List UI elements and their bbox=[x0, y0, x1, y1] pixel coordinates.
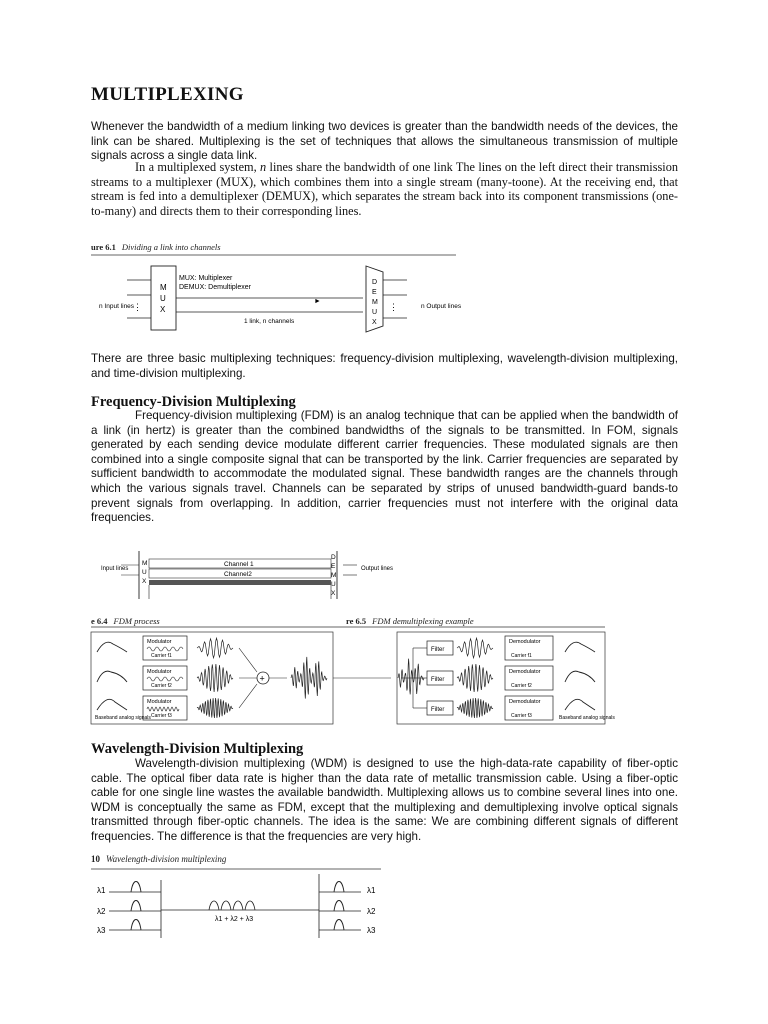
intro-p2-n: n bbox=[260, 160, 267, 174]
figure-3-left-title: FDM process bbox=[113, 616, 160, 626]
carrier-label-2: Carrier f2 bbox=[151, 683, 172, 689]
filter-label-2: Filter bbox=[431, 677, 445, 683]
box-letter: U bbox=[142, 569, 147, 576]
modulator-label-1: Modulator bbox=[147, 639, 172, 645]
demodulator-label-3: Demodulator bbox=[509, 699, 541, 705]
mux-letters bbox=[160, 283, 167, 314]
channel-2-label: Channel2 bbox=[224, 571, 252, 578]
filter-label-3: Filter bbox=[431, 707, 445, 713]
fdm-output-lines-label: Output lines bbox=[361, 566, 394, 572]
svg-text:⋮: ⋮ bbox=[133, 302, 142, 312]
fdm-paragraph: Frequency-division multiplexing (FDM) is an analog technique that can be applied when the bandwidth of a link (in hertz) is greater than the combined bandwidths of the signals to be transmitted. In FOM, signals generated by each sending device modulate different carrier frequencies. These modulated signals are then combined into a single composite signal that can be transported by the link. Carrier frequencies are separated by sufficient bandwidth to accommodate the modulated signal. These bandwidth ranges are the channels through which the various signals travel. Channels can be separated by strips of unused bandwidth-guard bands-to prevent signals from overlapping. In addition, carrier frequencies must not interfere with the original data frequencies. bbox=[91, 409, 678, 525]
demod-carrier-3: Carrier f3 bbox=[511, 713, 532, 719]
figure-3-left-number: e 6.4 bbox=[91, 616, 108, 626]
intro-p2-end: lines share the bandwidth of one link The lines on the left direct their transmission streams to a multiplexer (MUX), which combines them into a single stream (many-toone). At the receiving end, that stream is fed into a demultiplexer (DEMUX), which separates the stream back into its component transmissions (one-to-many) and directs them to their corresponding lines. bbox=[91, 160, 678, 218]
techniques-paragraph: There are three basic multiplexing techniques: frequency-division multiplexing, wavelength-division multiplexing, and time-division multiplexing. bbox=[91, 352, 678, 380]
wdm-heading: Wavelength-Division Multiplexing bbox=[91, 741, 304, 757]
fdm-channels-figure bbox=[91, 543, 431, 607]
box-letter: M bbox=[331, 572, 337, 579]
composite-signal-middle bbox=[398, 659, 424, 695]
channel-1-label: Channel 1 bbox=[224, 561, 254, 568]
figure-1-title: Dividing a link into channels bbox=[121, 242, 221, 252]
box-letter: U bbox=[331, 581, 336, 588]
lambda-1-right: λ1 bbox=[367, 886, 376, 895]
output-lines-label: n Output lines bbox=[421, 303, 462, 310]
demod-carrier-2: Carrier f2 bbox=[511, 683, 532, 689]
mux-legend: MUX: Multiplexer bbox=[179, 275, 233, 282]
fdm-demux-letters bbox=[331, 554, 336, 597]
box-letter: U bbox=[372, 309, 378, 316]
wdm-figure bbox=[91, 866, 391, 940]
filter-label-1: Filter bbox=[431, 647, 445, 653]
box-letter: E bbox=[331, 563, 336, 570]
carrier-label-1: Carrier f1 bbox=[151, 653, 172, 659]
signal-wave bbox=[398, 659, 424, 695]
signal-wave bbox=[197, 664, 233, 692]
lambda-3-right: λ3 bbox=[367, 926, 376, 935]
mux-demux-figure bbox=[91, 252, 471, 342]
signal-wave bbox=[291, 657, 327, 699]
signal-wave bbox=[457, 638, 493, 658]
signal-wave bbox=[457, 664, 493, 692]
page-title: MULTIPLEXING bbox=[91, 84, 244, 105]
svg-text:+: + bbox=[259, 673, 265, 684]
lambda-3-left: λ3 bbox=[97, 926, 106, 935]
fdm-heading: Frequency-Division Multiplexing bbox=[91, 394, 296, 410]
svg-text:⋮: ⋮ bbox=[389, 302, 398, 312]
demux-letters bbox=[372, 279, 378, 326]
intro-paragraph-1: Whenever the bandwidth of a medium linking two devices is greater than the bandwidth needs of the devices, the link can be shared. Multiplexing is the set of techniques that allows the simultaneous transmission of multiple signals across a single data link. bbox=[91, 120, 678, 163]
demodulator-label-2: Demodulator bbox=[509, 669, 541, 675]
figure-3-right-title: FDM demultiplexing example bbox=[372, 616, 474, 626]
modulator-label-3: Modulator bbox=[147, 699, 172, 705]
fdm-input-lines-label: Input lines bbox=[101, 566, 129, 572]
fdm-mux-letters bbox=[142, 560, 147, 585]
figure-3-right-number: re 6.5 bbox=[346, 616, 367, 626]
svg-text:►: ► bbox=[314, 298, 321, 305]
box-letter: X bbox=[142, 578, 147, 585]
composite-signal-left bbox=[291, 657, 327, 699]
box-letter: X bbox=[160, 305, 166, 314]
fdm-process-figure bbox=[91, 624, 615, 728]
lambda-2-left: λ2 bbox=[97, 907, 106, 916]
demux-legend: DEMUX: Demultiplexer bbox=[179, 284, 251, 291]
modulator-label-2: Modulator bbox=[147, 669, 172, 675]
box-letter: X bbox=[372, 319, 377, 326]
box-letter: U bbox=[160, 294, 166, 303]
baseband-label-left: Baseband analog signals bbox=[95, 715, 151, 721]
demod-carrier-1: Carrier f1 bbox=[511, 653, 532, 659]
box-letter: D bbox=[331, 554, 336, 561]
box-letter: D bbox=[372, 279, 378, 286]
demodulator-label-1: Demodulator bbox=[509, 639, 541, 645]
figure-1-caption bbox=[91, 242, 221, 252]
box-letter: X bbox=[331, 590, 336, 597]
signal-wave bbox=[197, 638, 233, 658]
lambda-2-right: λ2 bbox=[367, 907, 376, 916]
wdm-paragraph: Wavelength-division multiplexing (WDM) is designed to use the high-data-rate capability of fiber-optic cable. The optical fiber data rate is higher than the data rate of metallic transmission cable. Using a fiber-optic cable for one single line wastes the available bandwidth. Multiplexing allows us to combine several lines into one. WDM is conceptually the same as FDM, except that the multiplexing and demultiplexing involve optical signals transmitted through fiber-optic channels. The idea is the same: We are combining different signals of different frequencies. The difference is that the frequencies are very high. bbox=[91, 757, 678, 843]
intro-p2-start: In a multiplexed system, bbox=[135, 160, 261, 174]
filtered-waves-right bbox=[457, 638, 493, 718]
input-lines-label: n Input lines bbox=[99, 303, 135, 310]
figure-4-title: Wavelength-division multiplexing bbox=[106, 854, 227, 864]
signal-wave bbox=[457, 698, 493, 718]
figure-4-caption bbox=[91, 854, 226, 864]
figure-1-number: ure 6.1 bbox=[91, 242, 116, 252]
intro-paragraph-2 bbox=[91, 160, 678, 218]
lambda-1-left: λ1 bbox=[97, 886, 106, 895]
box-letter: M bbox=[160, 283, 167, 292]
link-label: 1 link, n channels bbox=[244, 318, 295, 325]
box-letter: M bbox=[142, 560, 148, 567]
carrier-label-3: Carrier f3 bbox=[151, 713, 172, 719]
combined-lambda-label: λ1 + λ2 + λ3 bbox=[215, 916, 254, 923]
figure-4-number: 10 bbox=[91, 854, 100, 864]
modulated-waves-left bbox=[197, 638, 233, 718]
signal-wave bbox=[197, 698, 233, 718]
box-letter: M bbox=[372, 299, 378, 306]
baseband-label-right: Baseband analog signals bbox=[559, 715, 615, 721]
box-letter: E bbox=[372, 289, 377, 296]
